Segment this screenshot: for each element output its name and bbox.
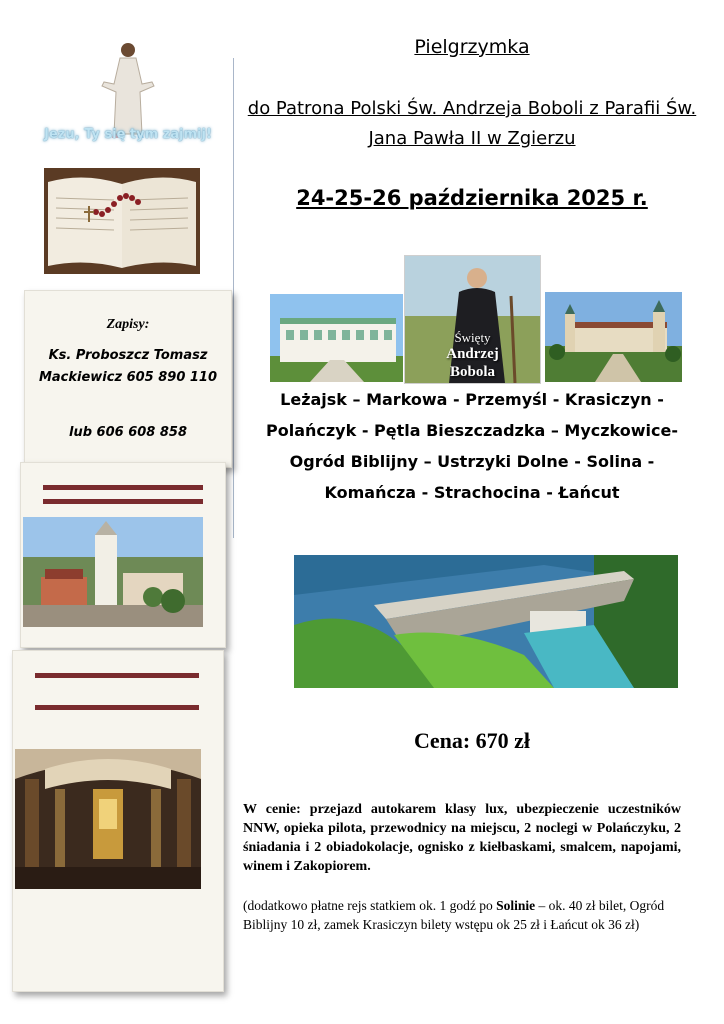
included-services: W cenie: przejazd autokarem klasy lux, ubezpieczenie uczestników NNW, opieka pilota, przewodnicy na miejscu, 2 noclegi w Polańczyku, 2 śniadania i 2 obiadokolacje, ognisko z kiełbaskami, smalcem, napojami, winem i Zakopiorem. [243,802,681,874]
saint-andrzej-bobola-image [404,255,541,384]
church-photo-card [12,650,224,992]
extra-costs-place: Solinie [496,898,536,913]
route-line-1: Leżajsk – Markowa - Przemyśl - Krasiczyn - [280,390,664,409]
extra-costs-part-2: – ok. 40 zł bilet, Ogród Biblijny 10 zł, zamek Krasiczyn bilety wstępu ok 25 zł i Łańcut ok 36 zł) [243,898,665,932]
price-label: Cena: 670 zł [413,728,531,753]
sanatorium-photo [270,294,403,382]
card-rule [43,485,203,490]
card-rule [35,705,199,710]
registration-card [24,290,232,468]
divine-mercy-image [42,38,214,148]
basilica-interior-photo [15,749,201,889]
registration-contact: Ks. Proboszcz Tomasz Mackiewicz 605 890 110 [38,348,218,385]
town-photo-card [20,462,226,648]
page-subtitle: do Patrona Polski Św. Andrzeja Boboli z Parafii Św. Jana Pawła II w Zgierzu [247,98,697,149]
pilgrimage-dates: 24-25-26 października 2025 r. [296,186,648,210]
solina-dam-photo [294,555,678,688]
registration-title: Zapisy: [106,317,150,332]
route-line-2: Polańczyk - Pętla Bieszczadzka – Myczkowice- [265,421,678,440]
route-line-3: Ogród Biblijny – Ustrzyki Dolne - Solina - [289,452,655,471]
page-title: Pielgrzymka [414,36,530,58]
jesus-caption: Jezu, Ty się tym zajmij! [44,127,212,142]
extra-costs-part-1: (dodatkowo płatne rejs statkiem ok. 1 godź po [243,898,497,913]
extra-costs [243,896,681,934]
saint-caption-line-1: Święty [454,330,491,345]
card-rule [43,499,203,504]
lancut-castle-photo [545,292,682,382]
saint-caption-line-2: Andrzej [446,346,499,362]
route-list [238,384,706,508]
route-line-4: Komańcza - Strachocina - Łańcut [324,483,620,502]
card-rule [35,673,199,678]
town-square-photo [23,517,203,627]
bible-rosary-image [44,168,200,274]
saint-caption-line-3: Bobola [449,364,495,380]
vertical-divider [233,58,234,538]
registration-phone-2: lub 606 608 858 [68,425,187,440]
